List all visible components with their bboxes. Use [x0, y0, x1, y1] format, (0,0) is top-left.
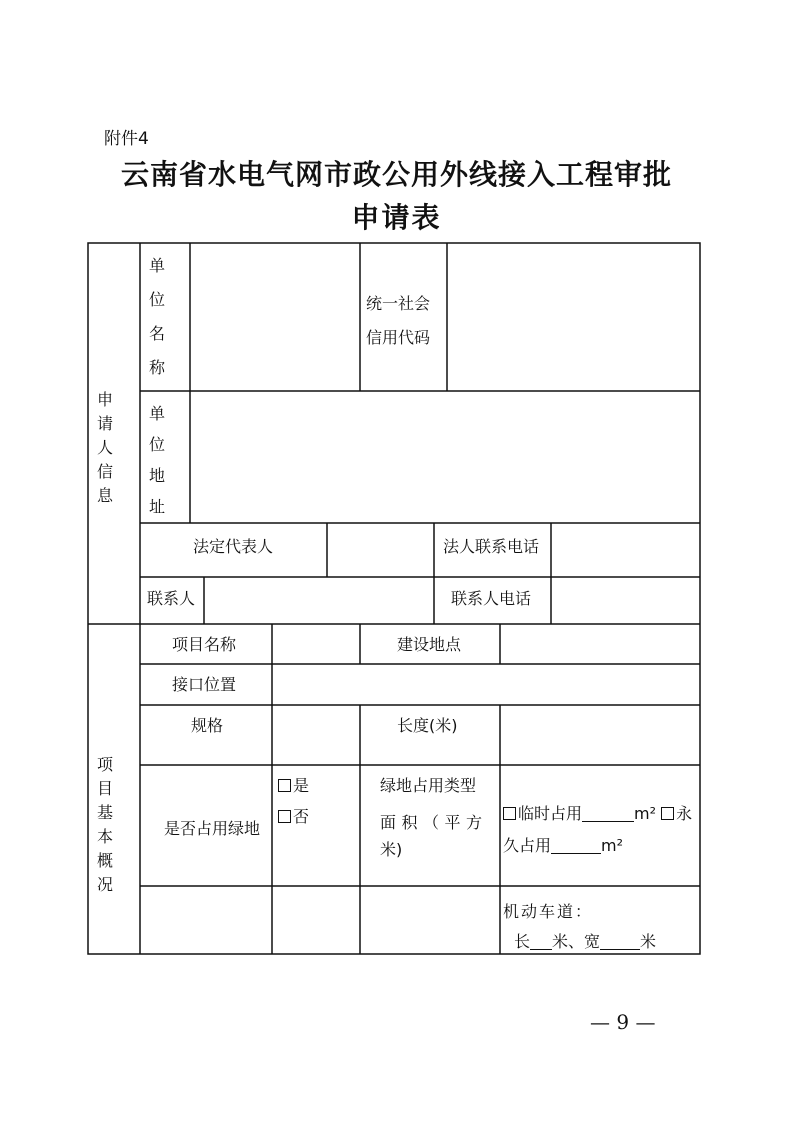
spec-label: 规格 [191, 716, 224, 735]
legal-rep-label: 法定代表人 [193, 537, 274, 556]
credit-code-label-line2: 信用代码 [366, 328, 431, 347]
contact-label: 联系人 [147, 589, 196, 608]
option-yes[interactable]: 是 [278, 778, 309, 794]
temp-area-blank[interactable] [582, 806, 634, 822]
green-type-label-line2: 面 积 （ 平 方 [380, 813, 482, 832]
project-name-label: 项目名称 [172, 635, 237, 654]
build-location-label: 建设地点 [397, 635, 462, 654]
vehicle-lane-label: 机动车道： [503, 902, 594, 921]
applicant-section-label: 申请人信息 [96, 390, 113, 505]
page-number: — 9 — [590, 1010, 656, 1034]
checkbox-perm-icon[interactable] [661, 807, 674, 820]
perm-area-blank[interactable] [551, 838, 601, 854]
unit-address-label: 单位地址 [148, 404, 165, 516]
green-type-label-line3: 米) [380, 840, 403, 859]
checkbox-no-icon[interactable] [278, 810, 291, 823]
interface-location-label: 接口位置 [172, 675, 237, 694]
option-no[interactable]: 否 [278, 809, 309, 825]
green-use-label: 是否占用绿地 [164, 819, 261, 838]
length-label: 长度(米) [397, 716, 458, 735]
checkbox-yes-icon[interactable] [278, 779, 291, 792]
unit-name-label: 单位名称 [148, 256, 165, 377]
legal-phone-label: 法人联系电话 [443, 537, 540, 556]
form-subtitle: 申请表 [351, 201, 442, 234]
form-title: 云南省水电气网市政公用外线接入工程审批 [120, 158, 672, 191]
temp-occupation-line: 临时占用 m² 永 [503, 806, 692, 822]
checkbox-temp-icon[interactable] [503, 807, 516, 820]
attachment-label: 附件4 [104, 129, 149, 149]
vehicle-lane-dimensions: 长 米、宽 米 [514, 932, 657, 951]
contact-phone-label: 联系人电话 [451, 589, 532, 608]
credit-code-label-line1: 统一社会 [366, 294, 431, 313]
project-section-label: 项目基本概况 [96, 755, 113, 894]
perm-occupation-line: 久占用 m² [503, 836, 624, 855]
lane-width-blank[interactable] [600, 934, 640, 950]
lane-length-blank[interactable] [530, 934, 552, 950]
green-type-label-line1: 绿地占用类型 [380, 776, 477, 795]
